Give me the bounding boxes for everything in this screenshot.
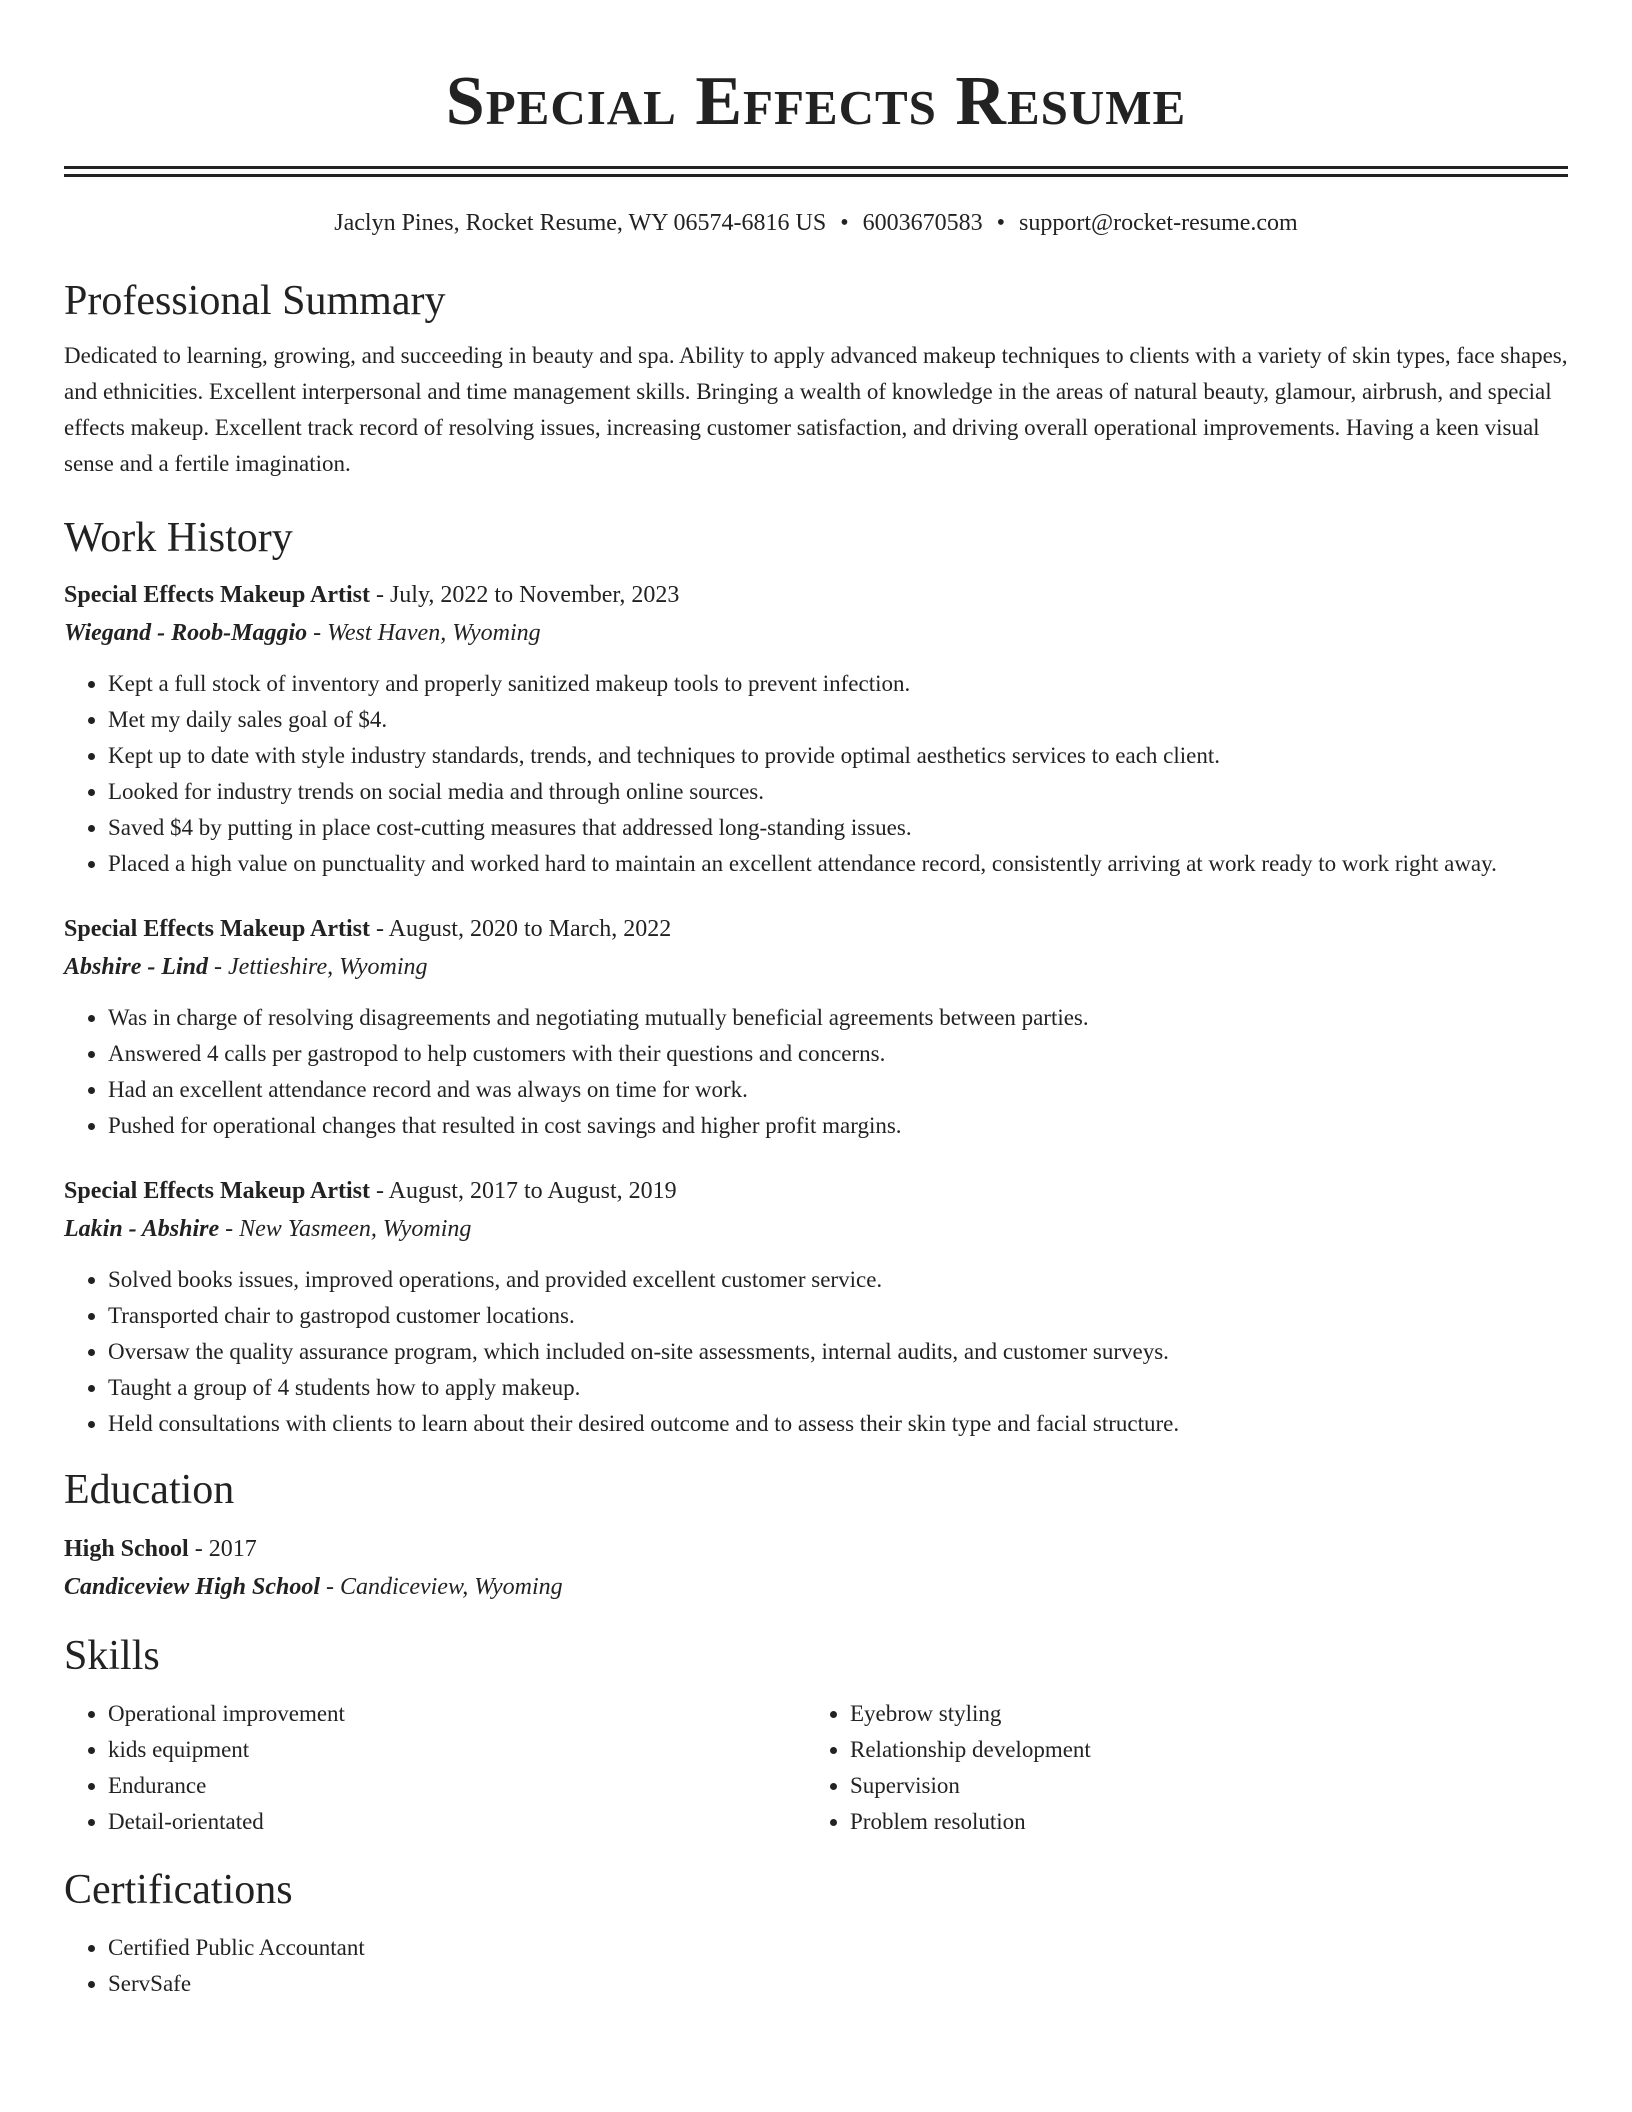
work-history-heading: Work History	[64, 515, 293, 561]
page-title: Special Effects Resume	[445, 63, 1187, 140]
education-year: - 2017	[188, 1536, 257, 1562]
list-item: • Detail-orientated	[108, 1804, 806, 1840]
job-title: Special Effects Makeup Artist	[64, 582, 370, 608]
list-item: • Looked for industry trends on social media and through online sources.	[108, 774, 1568, 810]
job-company: Wiegand - Roob-Maggio	[64, 620, 308, 646]
list-item: • Oversaw the quality assurance program, which included on-site assessments, internal audits, and customer surveys.	[108, 1334, 1568, 1370]
job-title: Special Effects Makeup Artist	[64, 1178, 370, 1204]
job-header	[64, 910, 1568, 948]
job-title: Special Effects Makeup Artist	[64, 916, 370, 942]
job-employer	[64, 948, 1568, 986]
list-item: • Taught a group of 4 students how to apply makeup.	[108, 1370, 1568, 1406]
job-duties-list	[64, 666, 1568, 882]
list-item: • Problem resolution	[850, 1804, 1548, 1840]
education-header	[64, 1530, 1568, 1568]
job-location: - West Haven, Wyoming	[307, 620, 541, 646]
list-item: • Kept up to date with style industry standards, trends, and techniques to provide optimal aesthetics services to each client.	[108, 738, 1568, 774]
job-dates: - August, 2017 to August, 2019	[369, 1178, 677, 1204]
job-company: Lakin - Abshire	[64, 1216, 220, 1242]
education-degree: High School	[64, 1536, 189, 1562]
list-item: • Placed a high value on punctuality and worked hard to maintain an excellent attendance record, consistently arriving at work ready to work right away.	[108, 846, 1568, 882]
job-entry	[64, 576, 1568, 882]
certifications-heading: Certifications	[64, 1867, 293, 1913]
list-item: • Endurance	[108, 1768, 806, 1804]
job-dates: - August, 2020 to March, 2022	[369, 916, 672, 942]
list-item: • Had an excellent attendance record and was always on time for work.	[108, 1072, 1568, 1108]
job-company: Abshire - Lind	[64, 954, 209, 980]
job-employer	[64, 1210, 1568, 1248]
list-item: • Supervision	[850, 1768, 1548, 1804]
job-location: - Jettieshire, Wyoming	[208, 954, 428, 980]
list-item: • Solved books issues, improved operations, and provided excellent customer service.	[108, 1262, 1568, 1298]
education-heading: Education	[64, 1467, 235, 1513]
list-item: • Relationship development	[850, 1732, 1548, 1768]
list-item: • Was in charge of resolving disagreements and negotiating mutually beneficial agreements between parties.	[108, 1000, 1568, 1036]
list-item: • Certified Public Accountant	[108, 1930, 1568, 1966]
contact-line	[64, 207, 1568, 239]
job-dates: - July, 2022 to November, 2023	[369, 582, 680, 608]
list-item: • Eyebrow styling	[850, 1696, 1548, 1732]
skills-grid	[64, 1696, 1568, 1840]
education-school: Candiceview High School	[64, 1574, 321, 1600]
job-entry	[64, 910, 1568, 1144]
job-entry	[64, 1172, 1568, 1442]
list-item: • kids equipment	[108, 1732, 806, 1768]
skills-column-left	[64, 1696, 806, 1840]
job-location: - New Yasmeen, Wyoming	[219, 1216, 472, 1242]
list-item: • Transported chair to gastropod customer locations.	[108, 1298, 1568, 1334]
list-item: • Saved $4 by putting in place cost-cutting measures that addressed long-standing issues.	[108, 810, 1568, 846]
list-item: • Kept a full stock of inventory and properly sanitized makeup tools to prevent infection.	[108, 666, 1568, 702]
list-item: • Answered 4 calls per gastropod to help customers with their questions and concerns.	[108, 1036, 1568, 1072]
job-duties-list	[64, 1000, 1568, 1144]
skills-column-right	[806, 1696, 1548, 1840]
job-employer	[64, 614, 1568, 652]
contact-separator: •	[840, 210, 849, 236]
list-item: • Pushed for operational changes that resulted in cost savings and higher profit margins.	[108, 1108, 1568, 1144]
summary-heading: Professional Summary	[64, 278, 446, 324]
skills-heading: Skills	[64, 1633, 160, 1679]
education-school-line	[64, 1568, 1568, 1606]
job-header	[64, 1172, 1568, 1210]
list-item: • Operational improvement	[108, 1696, 806, 1732]
title-divider	[64, 166, 1568, 169]
list-item: • ServSafe	[108, 1966, 1568, 2002]
job-header	[64, 576, 1568, 614]
list-item: • Met my daily sales goal of $4.	[108, 702, 1568, 738]
contact-separator: •	[996, 210, 1006, 236]
contact-email: support@rocket-resume.com	[1019, 210, 1298, 236]
education-location: - Candiceview, Wyoming	[320, 1574, 563, 1600]
education-entry	[64, 1530, 1568, 1606]
contact-phone: 6003670583	[862, 210, 983, 236]
contact-address: Jaclyn Pines, Rocket Resume, WY 06574-6816 US	[334, 210, 827, 236]
summary-text: Dedicated to learning, growing, and succeeding in beauty and spa. Ability to apply advanced makeup techniques to clients with a variety of skin types, face shapes, and ethnicities. Excellent interpersonal and time management skills. Bringing a wealth of knowledge in the areas of natural beauty, glamour, airbrush, and special effects makeup. Excellent track record of resolving issues, increasing customer satisfaction, and driving overall operational improvements. Having a keen visual sense and a fertile imagination.	[64, 343, 1568, 476]
job-duties-list	[64, 1262, 1568, 1442]
certifications-list	[64, 1930, 1568, 2002]
list-item: • Held consultations with clients to learn about their desired outcome and to assess their skin type and facial structure.	[108, 1406, 1568, 1442]
